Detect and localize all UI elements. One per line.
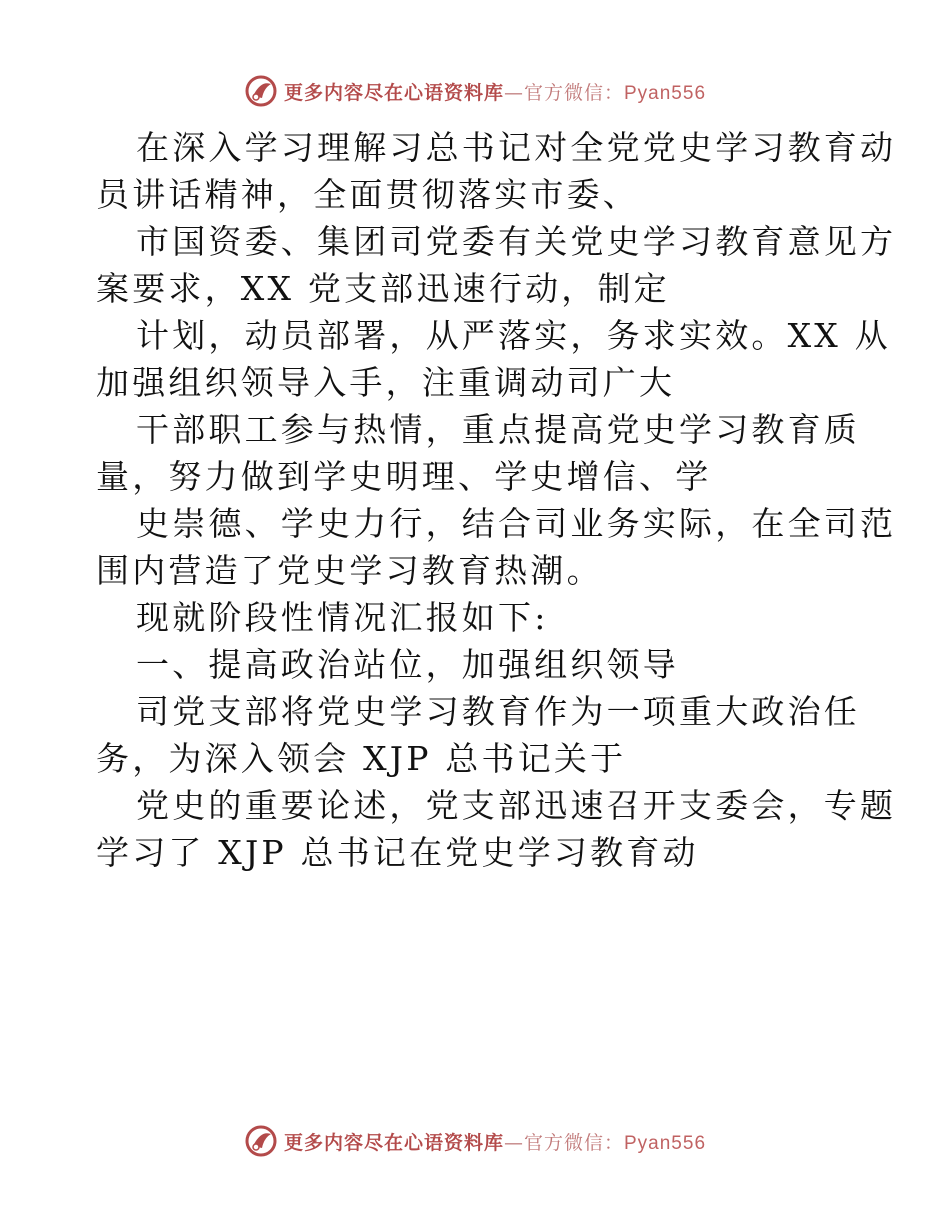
watermark-main: 更多内容尽在心语资料库 bbox=[283, 81, 504, 104]
body-text-line: 市国资委、集团司党委有关党史学习教育意见方 bbox=[136, 222, 897, 261]
body-text-line: 计划，动员部署，从严落实，务求实效。XX 从 bbox=[136, 316, 891, 355]
body-text-line: 围内营造了党史学习教育热潮。 bbox=[96, 551, 603, 590]
watermark-id: Pyan556 bbox=[624, 1132, 707, 1154]
body-text-line: 案要求，XX 党支部迅速行动，制定 bbox=[96, 269, 670, 308]
body-text-line: 史崇德、学史力行，结合司业务实际，在全司范 bbox=[136, 504, 897, 543]
watermark-separator: — bbox=[503, 1131, 524, 1154]
brand-logo-icon bbox=[244, 1124, 278, 1158]
body-text-line: 司党支部将党史学习教育作为一项重大政治任 bbox=[136, 692, 860, 731]
brand-logo-icon bbox=[244, 74, 278, 108]
body-text-line: 加强组织领导入手，注重调动司广大 bbox=[96, 363, 676, 402]
watermark-main: 更多内容尽在心语资料库 bbox=[283, 1131, 504, 1154]
watermark-text bbox=[284, 1128, 706, 1155]
body-text-line: 学习了 XJP 总书记在党史学习教育动 bbox=[96, 833, 699, 872]
body-text-line: 量，努力做到学史明理、学史增信、学 bbox=[96, 457, 712, 496]
body-text-line: 员讲话精神，全面贯彻落实市委、 bbox=[96, 175, 639, 214]
header-watermark bbox=[0, 71, 950, 111]
footer-watermark bbox=[0, 1121, 950, 1161]
body-text-line: 现就阶段性情况汇报如下: bbox=[136, 598, 549, 637]
body-text-line: 干部职工参与热情，重点提高党史学习教育质 bbox=[136, 410, 860, 449]
watermark-separator: — bbox=[503, 81, 524, 104]
watermark-sub: 官方微信： bbox=[523, 81, 624, 104]
body-text-line: 务，为深入领会 XJP 总书记关于 bbox=[96, 739, 627, 778]
document-body bbox=[96, 124, 897, 876]
body-text-line: 党史的重要论述，党支部迅速召开支委会，专题 bbox=[136, 786, 897, 825]
watermark-sub: 官方微信： bbox=[523, 1131, 624, 1154]
watermark-id: Pyan556 bbox=[624, 82, 707, 104]
body-text-line: 一、提高政治站位，加强组织领导 bbox=[136, 645, 679, 684]
body-text-line: 在深入学习理解习总书记对全党党史学习教育动 bbox=[136, 128, 897, 167]
watermark-text bbox=[284, 78, 706, 105]
